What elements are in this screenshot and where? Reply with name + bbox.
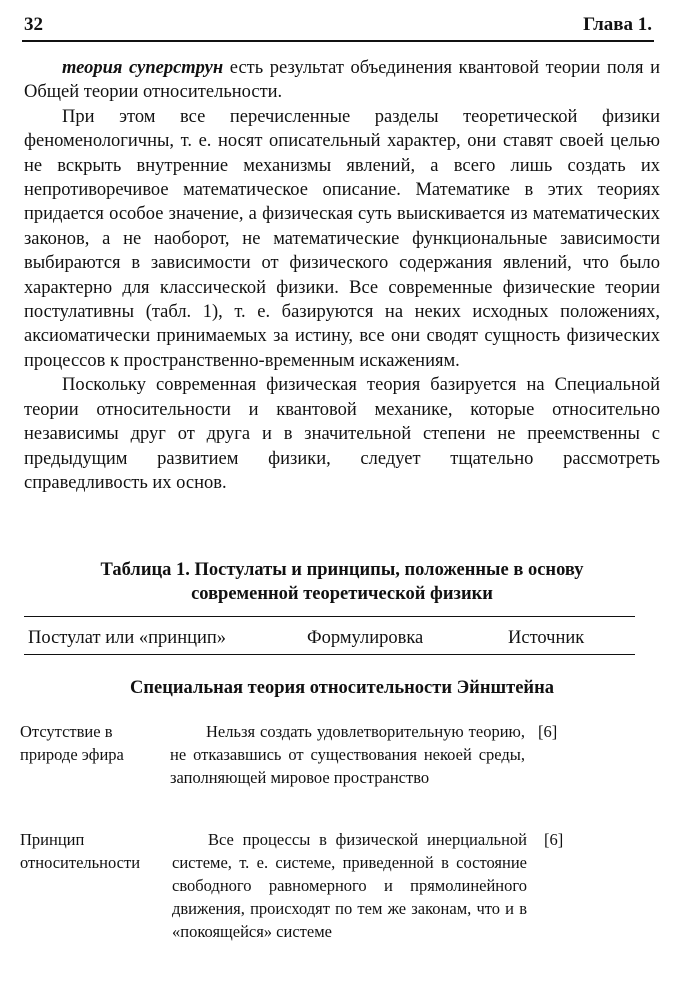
- postulate-cell: Отсутствие в природе эфира: [20, 722, 124, 764]
- column-header-source: Источник: [508, 628, 585, 648]
- postulate-cell: Принцип относительности: [20, 830, 141, 872]
- term-superstring-theory: теория суперструн: [62, 58, 224, 78]
- table-caption: [24, 558, 660, 606]
- paragraph-3: Поскольку современная физическая теория базируется на Специальной теории относительности и квантовой механике, которые относительно независимы друг от друга и в значительной степени не преемственны с предыдущим развитием физики, следует тщательно рассмотреть справедливость их основ.: [24, 375, 660, 493]
- table-header-rule: [24, 654, 635, 655]
- table-caption-line-1: Таблица 1. Постулаты и принципы, положенные в основу: [100, 560, 584, 580]
- paragraph-1: [24, 56, 660, 105]
- source-cell: [6]: [538, 722, 558, 741]
- page-header: [24, 14, 652, 36]
- formulation-text: Все процессы в физической инерциальной системе, т. е. системе, приведенной в состояние свободного равномерного и прямолинейного движения, происходят по тем же законам, что и в «покоящейся» системе: [172, 830, 527, 941]
- formulation-text: Нельзя создать удовлетворительную теорию, не отказавшись от существования некоей среды, заполняющей мировое пространство: [170, 722, 525, 787]
- table-caption-line-2: современной теоретической физики: [191, 584, 493, 604]
- page-number: 32: [24, 14, 43, 35]
- table-header-row: [24, 628, 635, 652]
- source-cell: [6]: [544, 830, 564, 849]
- header-divider: [22, 40, 654, 42]
- column-header-postulate: Постулат или «принцип»: [28, 628, 227, 648]
- paragraph-2: При этом все перечисленные разделы теоретической физики феноменологичны, т. е. носят описательный характер, они ставят своей целью не вскрыть внутренние механизмы явлений, а всего лишь создать их непротиворечивое математическое описание. Математике в этих теориях придается особое значение, а физическая суть выискивается из математических законов, а не наоборот, не математические функциональные зависимости выбираются в зависимости от физического содержания явлений, что было характерно для классической физики. Все современные физические теории постулативны (табл. 1), т. е. базируются на неких исходных положениях, аксиоматически принимаемых за истину, все они сводят сущность физических процессов к пространственно-временным искажениям.: [24, 106, 660, 371]
- paragraph-1-text: есть результат объединения квантовой теории поля и Общей теории относительности.: [24, 58, 660, 103]
- column-header-formulation: Формулировка: [307, 628, 424, 648]
- body-text: [24, 56, 660, 495]
- formulation-cell: [172, 828, 527, 943]
- chapter-title: Глава 1.: [583, 14, 652, 35]
- table-top-rule: [24, 616, 635, 617]
- table-section-title: Специальная теория относительности Эйнштейна: [130, 678, 554, 698]
- formulation-cell: [170, 720, 525, 789]
